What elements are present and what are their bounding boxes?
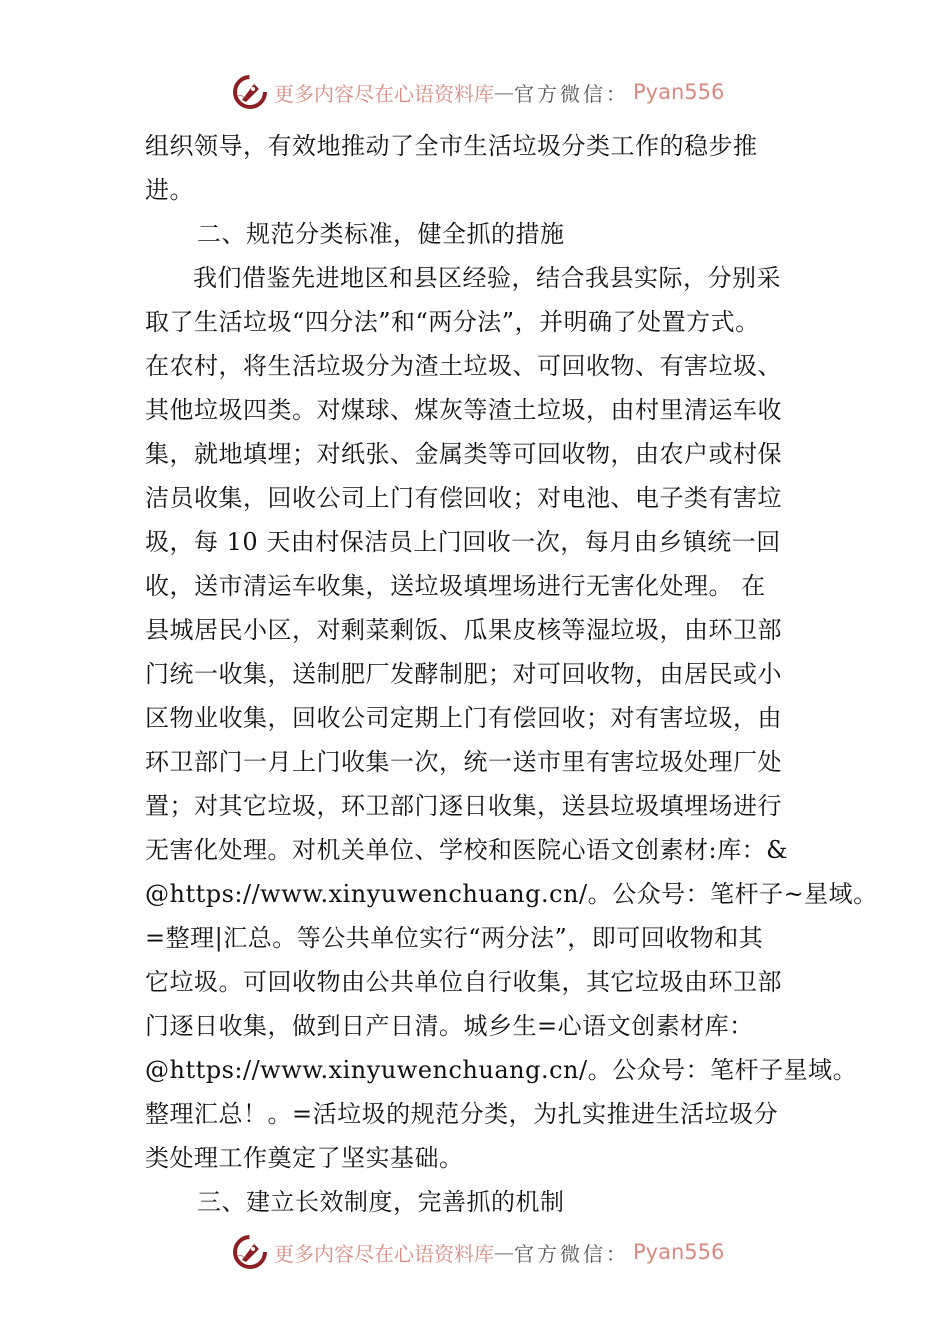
text-line: 县城居民小区，对剩菜剩饭、瓜果皮核等湿垃圾，由环卫部 bbox=[145, 616, 782, 644]
watermark-wechat-label: 官方微信： bbox=[514, 81, 629, 106]
watermark-dash: — bbox=[494, 1240, 514, 1264]
text-line: 区物业收集，回收公司定期上门有偿回收；对有害垃圾，由 bbox=[145, 704, 782, 732]
footer-watermark-banner bbox=[232, 1232, 732, 1272]
section-heading-2: 二、规范分类标准，健全抓的措施 bbox=[197, 220, 565, 248]
text-line: 收，送市清运车收集，送垃圾填埋场进行无害化处理。 在 bbox=[145, 572, 766, 600]
text-line: 它垃圾。可回收物由公共单位自行收集，其它垃圾由环卫部 bbox=[145, 968, 782, 996]
text-line: 组织领导，有效地推动了全市生活垃圾分类工作的稳步推 bbox=[145, 132, 758, 160]
text-line: 进。 bbox=[145, 176, 194, 204]
paragraph-start: 我们借鉴先进地区和县区经验，结合我县实际，分别采 bbox=[193, 264, 781, 292]
text-line: 洁员收集，回收公司上门有偿回收；对电池、电子类有害垃 bbox=[145, 484, 782, 512]
watermark-dash: — bbox=[494, 80, 514, 104]
text-line: 取了生活垃圾“四分法”和“两分法”，并明确了处置方式。 bbox=[145, 308, 760, 336]
watermark-pink-text: 更多内容尽在心语资料库 bbox=[274, 81, 494, 106]
watermark-wechat-label: 官方微信： bbox=[514, 1241, 629, 1266]
text-line: 环卫部门一月上门收集一次，统一送市里有害垃圾处理厂处 bbox=[145, 748, 782, 776]
text-line: 门统一收集，送制肥厂发酵制肥；对可回收物，由居民或小 bbox=[145, 660, 782, 688]
text-line: =整理|汇总。等公共单位实行“两分法”，即可回收物和其 bbox=[145, 924, 764, 952]
text-line: 整理汇总！。=活垃圾的规范分类，为扎实推进生活垃圾分 bbox=[145, 1100, 779, 1128]
text-line: 置；对其它垃圾，环卫部门逐日收集，送县垃圾填埋场进行 bbox=[145, 792, 782, 820]
watermark-wechat-id: Pyan556 bbox=[633, 80, 725, 104]
text-line: @https://www.xinyuwenchuang.cn/。公众号：笔杆子星域。 bbox=[145, 1056, 858, 1084]
watermark-pink-text: 更多内容尽在心语资料库 bbox=[274, 1241, 494, 1266]
text-line: 门逐日收集，做到日产日清。城乡生=心语文创素材库： bbox=[145, 1012, 754, 1040]
text-line: 无害化处理。对机关单位、学校和医院心语文创素材:库：& bbox=[145, 836, 788, 864]
document-body bbox=[145, 124, 878, 1224]
text-line: 其他垃圾四类。对煤球、煤灰等渣土垃圾，由村里清运车收 bbox=[145, 396, 782, 424]
text-line: 类处理工作奠定了坚实基础。 bbox=[145, 1144, 464, 1172]
pen-nib-circle-icon bbox=[232, 74, 268, 110]
text-line: @https://www.xinyuwenchuang.cn/。公众号：笔杆子~星域。 bbox=[145, 880, 878, 908]
text-line: 在农村，将生活垃圾分为渣土垃圾、可回收物、有害垃圾、 bbox=[145, 352, 782, 380]
section-heading-3: 三、建立长效制度，完善抓的机制 bbox=[197, 1188, 565, 1216]
header-watermark-banner bbox=[232, 72, 732, 112]
pen-nib-circle-icon bbox=[232, 1234, 268, 1270]
text-line: 集，就地填埋；对纸张、金属类等可回收物，由农户或村保 bbox=[145, 440, 782, 468]
text-line: 圾，每 10 天由村保洁员上门回收一次，每月由乡镇统一回 bbox=[145, 528, 781, 556]
watermark-wechat-id: Pyan556 bbox=[633, 1240, 725, 1264]
